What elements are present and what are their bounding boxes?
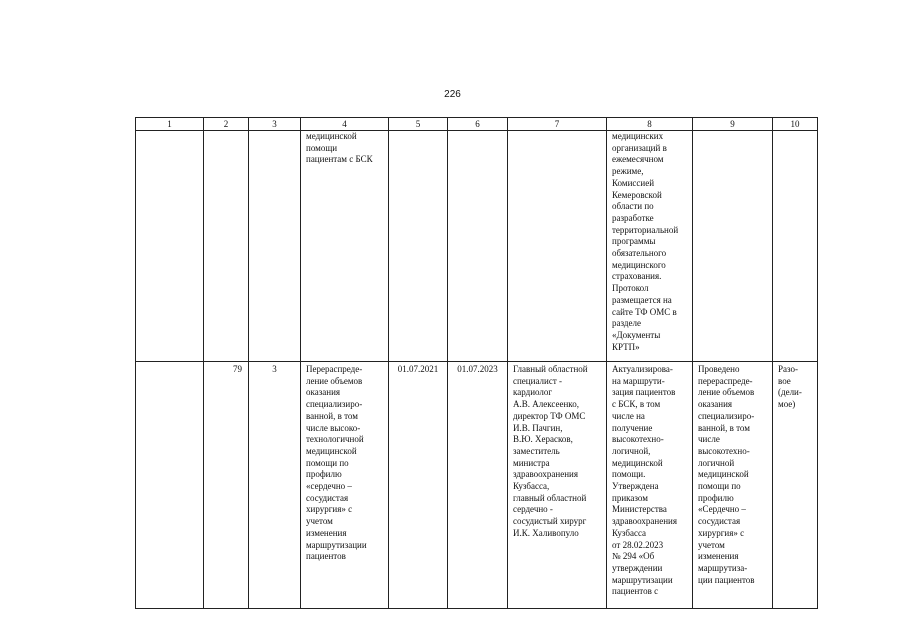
cell-r2-c8: Актуализирова- на маршрути- зация пациентов с БСК, в том числе на получение высокотехно- логичной, медицинской помощи. Утверждена приказом Министерства здравоохранения Кузбасса от 28.02.2023 № 294 «Об утверждении маршрутизации пациентов с <box>607 362 693 609</box>
cell-r2-c10: Разо- вое (дели- мое) <box>773 362 818 609</box>
col-header-7: 7 <box>508 118 607 131</box>
col-header-10: 10 <box>773 118 818 131</box>
page-number: 226 <box>444 89 461 100</box>
col-header-1: 1 <box>136 118 204 131</box>
col-header-8: 8 <box>607 118 693 131</box>
cell-r2-c3: 3 <box>249 362 301 609</box>
col-header-6: 6 <box>448 118 508 131</box>
table-row <box>136 131 818 362</box>
cell-r1-c7 <box>508 131 607 362</box>
col-header-9: 9 <box>693 118 773 131</box>
cell-r1-c3 <box>249 131 301 362</box>
cell-r2-c9: Проведено перераспреде- ление объемов оказания специализиро- ванной, в том числе высокотехно- логичной медицинской помощи по профилю «Сердечно – сосудистая хирургия» с учетом изменения маршрутиза- ции пациентов <box>693 362 773 609</box>
plan-table <box>135 117 818 609</box>
cell-r1-c1 <box>136 131 204 362</box>
col-header-4: 4 <box>301 118 389 131</box>
header-row <box>136 118 818 131</box>
cell-r2-c2: 79 <box>204 362 249 609</box>
col-header-5: 5 <box>389 118 448 131</box>
cell-r1-c9 <box>693 131 773 362</box>
cell-r1-c6 <box>448 131 508 362</box>
cell-r2-c5: 01.07.2021 <box>389 362 448 609</box>
cell-r1-c2 <box>204 131 249 362</box>
cell-r1-c5 <box>389 131 448 362</box>
table-row <box>136 362 818 609</box>
cell-r1-c10 <box>773 131 818 362</box>
col-header-2: 2 <box>204 118 249 131</box>
cell-r2-c4: Перераспреде- ление объемов оказания специализиро- ванной, в том числе высоко- технологичной медицинской помощи по профилю «сердечно – сосудистая хирургия» с учетом изменения маршрутизации пациентов <box>301 362 389 609</box>
cell-r2-c6: 01.07.2023 <box>448 362 508 609</box>
cell-r2-c1 <box>136 362 204 609</box>
col-header-3: 3 <box>249 118 301 131</box>
cell-r1-c4: медицинской помощи пациентам с БСК <box>301 131 389 362</box>
cell-r1-c8: медицинских организаций в ежемесячном режиме, Комиссией Кемеровской области по разработке территориальной программы обязательного медицинского страхования. Протокол размещается на сайте ТФ ОМС в разделе «Документы КРТП» <box>607 131 693 362</box>
cell-r2-c7: Главный областной специалист - кардиолог А.В. Алексеенко, директор ТФ ОМС И.В. Пачгин, В.Ю. Херасков, заместитель министра здравоохранения Кузбасса, главный областной сердечно - сосудистый хирург И.К. Халивопуло <box>508 362 607 609</box>
